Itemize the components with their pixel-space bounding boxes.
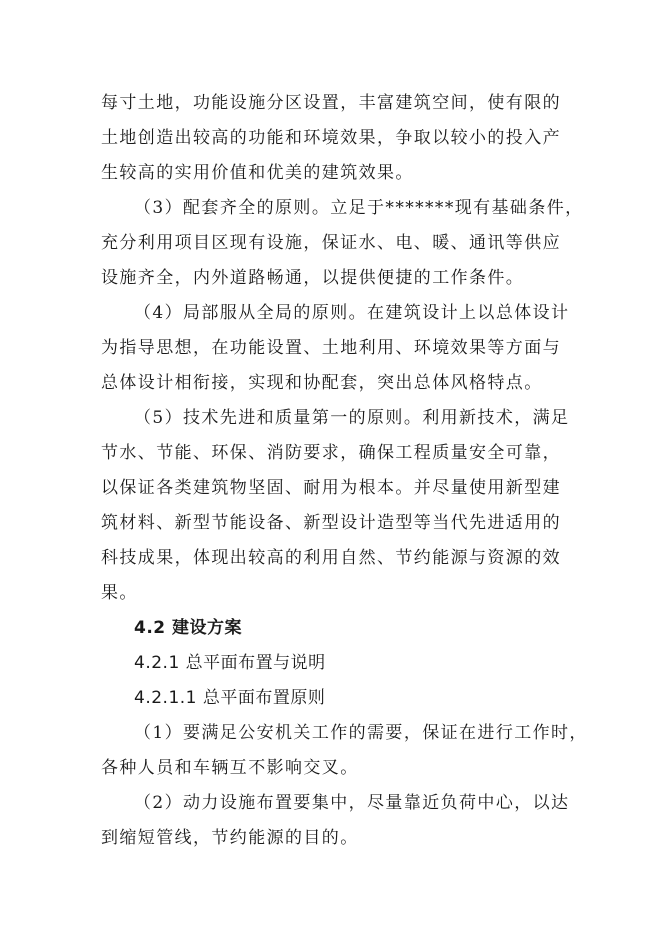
subsection-heading: 4.2.1 总平面布置与说明 bbox=[134, 653, 326, 673]
subsubsection-heading: 4.2.1.1 总平面布置原则 bbox=[134, 688, 326, 708]
body-line: 筑材料、新型节能设备、新型设计造型等当代先进适用的 bbox=[101, 513, 561, 533]
body-line: 总体设计相衔接，实现和协配套，突出总体风格特点。 bbox=[101, 373, 543, 393]
principle-1-line: （1）要满足公安机关工作的需要，保证在进行工作时， bbox=[134, 723, 588, 743]
body-line: 以保证各类建筑物坚固、耐用为根本。并尽量使用新型建 bbox=[101, 478, 561, 498]
body-line: 科技成果，体现出较高的利用自然、节约能源与资源的效 bbox=[101, 548, 561, 568]
body-line: 设施齐全，内外道路畅通，以提供便捷的工作条件。 bbox=[101, 268, 525, 288]
body-line: 为指导思想，在功能设置、土地利用、环境效果等方面与 bbox=[101, 338, 561, 358]
paragraph-3-line: （3）配套齐全的原则。立足于*******现有基础条件， bbox=[134, 198, 584, 218]
body-line: 各种人员和车辆互不影响交叉。 bbox=[101, 758, 359, 778]
body-line: 每寸土地，功能设施分区设置，丰富建筑空间，使有限的 bbox=[101, 93, 561, 113]
body-line: 生较高的实用价值和优美的建筑效果。 bbox=[101, 163, 414, 183]
body-line: 果。 bbox=[101, 583, 138, 603]
paragraph-4-line: （4）局部服从全局的原则。在建筑设计上以总体设计 bbox=[134, 303, 570, 323]
body-line: 充分利用项目区现有设施，保证水、电、暖、通讯等供应 bbox=[101, 233, 561, 253]
section-heading: 4.2 建设方案 bbox=[134, 618, 243, 638]
principle-2-line: （2）动力设施布置要集中，尽量靠近负荷中心，以达 bbox=[134, 793, 570, 813]
body-line: 节水、节能、环保、消防要求，确保工程质量安全可靠， bbox=[101, 443, 561, 463]
paragraph-5-line: （5）技术先进和质量第一的原则。利用新技术，满足 bbox=[134, 408, 570, 428]
body-line: 土地创造出较高的功能和环境效果，争取以较小的投入产 bbox=[101, 128, 561, 148]
body-line: 到缩短管线，节约能源的目的。 bbox=[101, 828, 359, 848]
